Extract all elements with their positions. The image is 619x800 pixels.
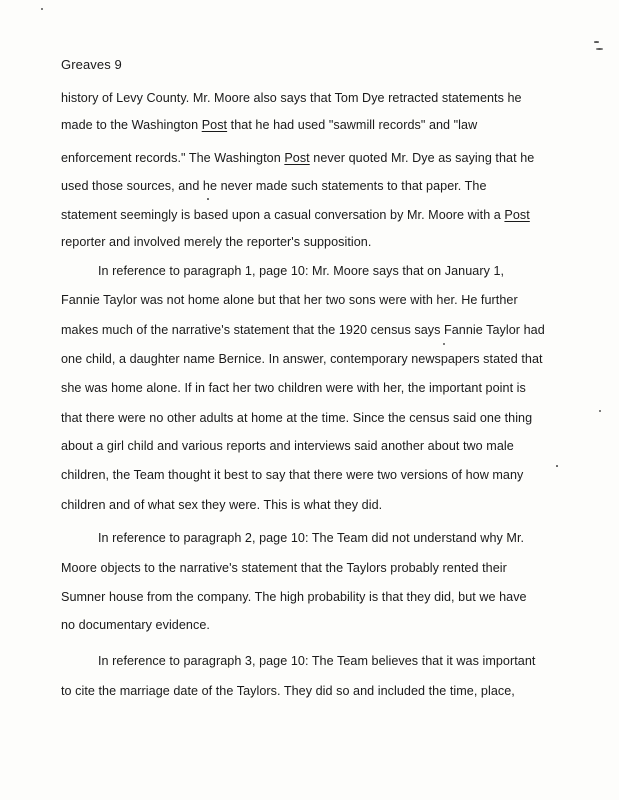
text-line: made to the Washington Post that he had used "sawmill records" and "law [61, 118, 478, 132]
text-line: enforcement records." The Washington Post never quoted Mr. Dye as saying that he [61, 151, 535, 165]
text-line: one child, a daughter name Bernice. In answer, contemporary newspapers stated that [61, 352, 543, 366]
text-line: about a girl child and various reports and interviews said another about two male [61, 439, 514, 453]
text-line: used those sources, and he never made such statements to that paper. The [61, 179, 487, 193]
page-header: Greaves 9 [61, 57, 122, 72]
text-line: Fannie Taylor was not home alone but that her two sons were with her. He further [61, 293, 518, 307]
text-line: children, the Team thought it best to say that there were two versions of how many [61, 468, 524, 482]
scan-speck [596, 48, 603, 50]
scan-speck [443, 343, 445, 345]
text-line: statement seemingly is based upon a casual conversation by Mr. Moore with a Post [61, 208, 530, 222]
scan-speck [41, 8, 43, 10]
text-line: history of Levy County. Mr. Moore also says that Tom Dye retracted statements he [61, 91, 522, 105]
text-line: reporter and involved merely the reporter's supposition. [61, 235, 372, 249]
scan-speck [594, 41, 599, 43]
text-line: Sumner house from the company. The high probability is that they did, but we have [61, 590, 527, 604]
underlined-word: Post [284, 151, 310, 165]
text-line: no documentary evidence. [61, 618, 210, 632]
scan-speck [556, 465, 558, 467]
text-line: Moore objects to the narrative's statement that the Taylors probably rented their [61, 561, 507, 575]
text-line: she was home alone. If in fact her two children were with her, the important point is [61, 381, 526, 395]
underlined-word: Post [201, 118, 228, 132]
underlined-word: Post [504, 208, 530, 222]
text-line: children and of what sex they were. This is what they did. [61, 498, 383, 512]
scan-speck [207, 198, 209, 200]
text-line: makes much of the narrative's statement that the 1920 census says Fannie Taylor had [61, 323, 545, 337]
paragraph-first-line: In reference to paragraph 2, page 10: The Team did not understand why Mr. [98, 531, 525, 545]
text-line: that there were no other adults at home at the time. Since the census said one thing [61, 411, 533, 425]
paragraph-first-line: In reference to paragraph 3, page 10: The Team believes that it was important [98, 654, 536, 668]
text-line: to cite the marriage date of the Taylors. They did so and included the time, place, [61, 684, 515, 698]
scan-speck [599, 410, 601, 412]
paragraph-first-line: In reference to paragraph 1, page 10: Mr. Moore says that on January 1, [98, 264, 505, 278]
